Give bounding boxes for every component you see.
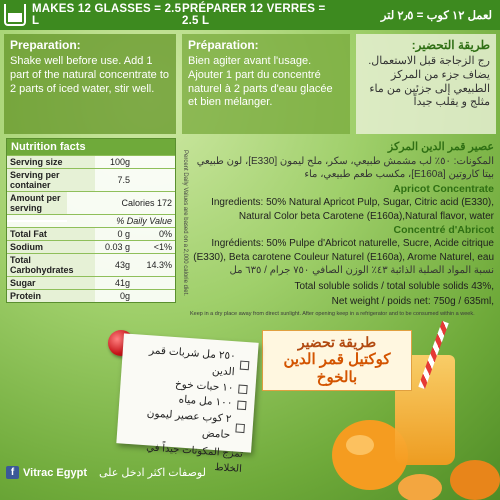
checkbox-icon — [238, 384, 248, 394]
servings-fr: PRÉPARER 12 VERRES = 2.5 L — [182, 3, 326, 27]
recipe-title-line2: كوكتيل قمر الدين بالخوخ — [283, 350, 391, 386]
preparation-section — [4, 34, 496, 134]
nutrition-dv — [133, 282, 175, 284]
nutrition-value: 0.03 g — [104, 242, 130, 252]
preparation-fr-title: Préparation: — [188, 38, 259, 52]
nutrition-dv — [133, 295, 175, 297]
ingredients-en-text: Ingredients: 50% Natural Apricot Pulp, Sugar, Citric acid (E330), Natural Color beta Carotene (E160a),Natural flavor, water — [211, 197, 494, 222]
ingredients-en-heading: Apricot Concentrate — [393, 182, 494, 195]
ingredients-fr-text: Ingrédients: 50% Pulpe d'Abricot naturelle, Sucre, Acide citrique (E330), Beta carotene Couleur Naturel (E160a), Arome Naturel, eau — [193, 238, 494, 263]
preparation-en — [4, 34, 176, 134]
nutrition-value — [67, 202, 105, 204]
nutrition-row — [7, 289, 175, 302]
nutrition-row — [7, 227, 175, 240]
ingredients-section — [190, 140, 494, 317]
nutrition-value — [67, 220, 105, 222]
net-weight-en: Net weight / poids net: 750g / 635ml, — [331, 296, 494, 308]
note-item-text: ٢ كوب عصير ليمون حامض — [146, 407, 232, 441]
note-item-text: ١٠ حبات خوخ — [174, 377, 234, 394]
nutrition-row — [7, 168, 175, 191]
social-ar-text: لوصفات اكثر ادخل على — [99, 467, 206, 479]
nutrition-row — [7, 214, 175, 227]
nutrition-row — [7, 276, 175, 289]
nutrition-label: Protein — [7, 290, 95, 302]
nutrition-dv: % Daily Value — [116, 216, 172, 226]
storage-warning: Keep in a dry place away from direct sunlight. After opening keep in a refrigerator and to be consumed within a week. — [190, 310, 475, 317]
nutrition-label: Serving size — [7, 156, 95, 168]
preparation-ar — [356, 34, 496, 134]
nutrition-row — [7, 191, 175, 214]
preparation-en-title: Preparation: — [10, 38, 81, 52]
nutrition-label: Sugar — [7, 277, 95, 289]
nutrition-dv: 0% — [158, 229, 172, 239]
apricot-highlight — [346, 435, 374, 455]
nutrition-dv — [133, 179, 175, 181]
net-weight-ar: نسبة المواد الصلبة الذائبة ٤٣٪ الوزن الصافي ٧٥٠ جرام / ٦٣٥ مل — [229, 265, 494, 277]
preparation-en-text: Shake well before use. Add 1 part of the natural concentrate to 2 parts of iced water, stir well. — [10, 55, 169, 95]
soluble-solids-en: Total soluble solids / total soluble solids 43%, — [294, 280, 494, 292]
preparation-ar-title: طريقة التحضير: — [411, 38, 490, 52]
recipe-title-line1: طريقة تحضير — [297, 334, 377, 350]
nutrition-dv: Calories 172 — [121, 198, 172, 208]
nutrition-value: 7.5 — [117, 175, 130, 185]
nutrition-dv — [133, 161, 175, 163]
checkbox-icon — [237, 400, 247, 410]
nutrition-label: Sodium — [7, 241, 95, 253]
nutrition-title: Nutrition facts — [7, 139, 175, 155]
apricot-shape — [398, 474, 442, 500]
preparation-fr — [182, 34, 350, 134]
nutrition-value: 41g — [114, 278, 130, 288]
nutrition-label: Total Fat — [7, 228, 95, 240]
nutrition-value: 100g — [109, 157, 130, 167]
nutrition-label: Amount per serving — [7, 192, 67, 214]
nutrition-value: 0 g — [117, 229, 130, 239]
nutrition-dv: 14.3% — [146, 260, 172, 270]
apricot-shape — [450, 460, 500, 500]
ingredients-ar-text: المكونات: ٥٠٪ لب مشمش طبيعي، سكر، ملح ليمون [E330]، لون طبيعي بيتا كاروتين [E160a]، مكسب طعم طبيعي، ماء — [196, 155, 494, 181]
recipe-title-card — [262, 330, 412, 391]
nutrition-label: Total Carbohydrates — [7, 254, 95, 276]
nutrition-value: 43g — [114, 260, 130, 270]
nutrition-label: Serving per container — [7, 169, 95, 191]
top-banner — [0, 0, 500, 30]
checkbox-icon — [240, 361, 250, 371]
preparation-ar-text: رج الزجاجة قبل الاستعمال. يضاف جزء من المركز الطبيعي إلى جزئين من ماء مثلج و يقلب جيداً — [368, 55, 490, 109]
social-page-name[interactable]: Vitrac Egypt — [23, 466, 87, 479]
note-footer: تمزج المكونات جيداً في الخلاط — [145, 441, 244, 475]
servings-en: MAKES 12 GLASSES = 2.5 L — [32, 3, 182, 27]
note-item-text: ٢٥٠ مل شربات قمر الدين — [148, 344, 237, 378]
nutrition-row — [7, 155, 175, 168]
nutrition-value: 0g — [119, 291, 130, 301]
ingredients-fr-heading: Concentré d'Abricot — [393, 224, 494, 237]
nutrition-label — [7, 220, 67, 222]
servings-ar: لعمل ١٢ كوب = ٢٫٥ لتر — [380, 10, 492, 22]
ingredients-ar-heading: عصير قمر الدين المركز — [387, 141, 494, 153]
facebook-icon: f — [6, 466, 19, 479]
nutrition-row — [7, 240, 175, 253]
daily-value-note: Percent Daily Values are based on a 2,000 calorie diet. — [182, 150, 188, 296]
preparation-fr-text: Bien agiter avant l'usage. Ajouter 1 part du concentré naturel à 2 parts d'eau glacée et bien mélanger. — [188, 55, 333, 109]
glass-icon — [4, 4, 26, 26]
nutrition-row — [7, 253, 175, 276]
social-footer — [6, 466, 206, 479]
checkbox-icon — [235, 424, 245, 434]
nutrition-facts-table — [6, 138, 176, 303]
note-item-text: ١٠٠ مل مياه — [178, 393, 233, 410]
nutrition-dv: <1% — [153, 242, 172, 252]
